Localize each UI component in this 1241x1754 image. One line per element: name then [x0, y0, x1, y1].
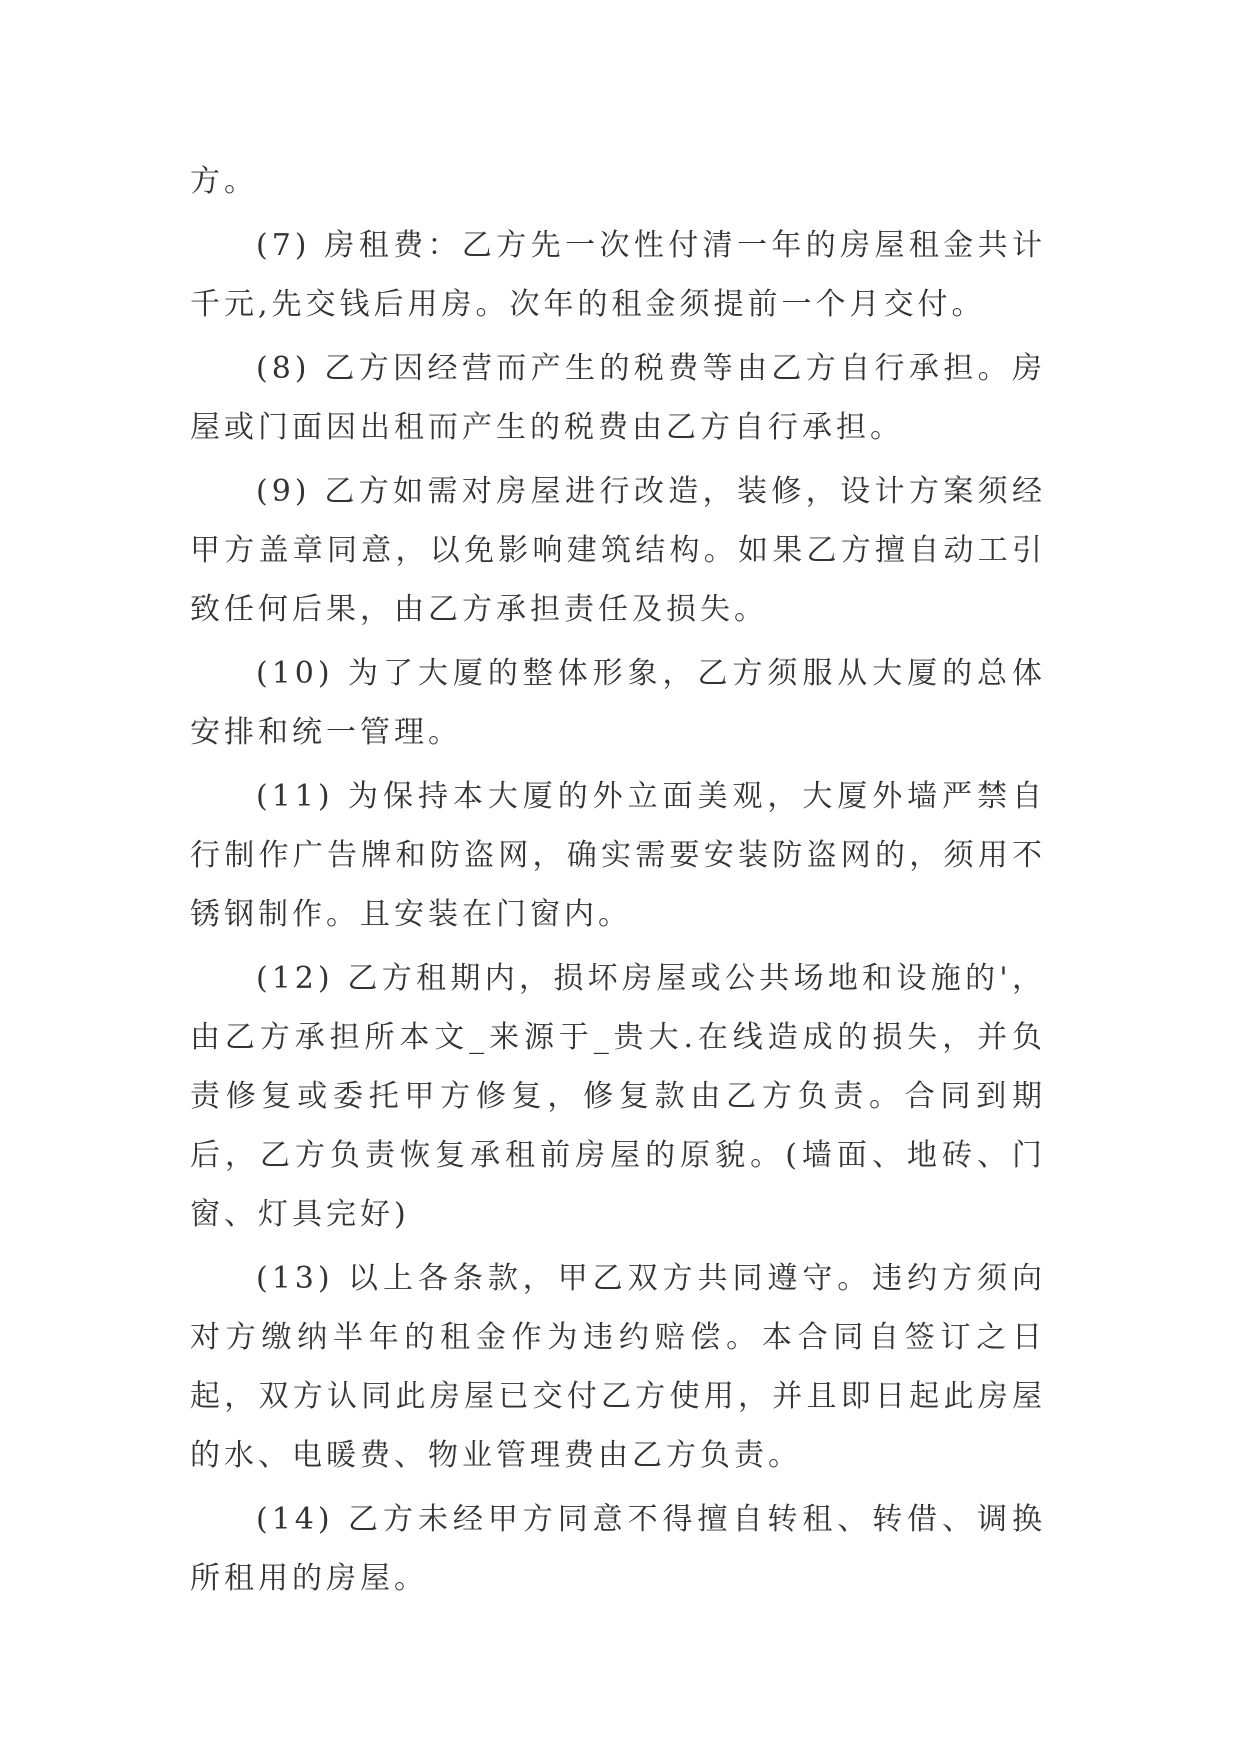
- paragraph-clause-7: (7) 房租费：乙方先一次性付清一年的房屋租金共计千元,先交钱后用房。次年的租金须提前一个月交付。: [190, 228, 1046, 322]
- paragraph-clause-8: (8) 乙方因经营而产生的税费等由乙方自行承担。房屋或门面因出租而产生的税费由乙方自行承担。: [190, 351, 1046, 445]
- paragraph-clause-11: (11) 为保持本大厦的外立面美观，大厦外墙严禁自行制作广告牌和防盗网，确实需要安装防盗网的，须用不锈钢制作。且安装在门窗内。: [190, 779, 1046, 932]
- paragraph-clause-14: (14) 乙方未经甲方同意不得擅自转租、转借、调换所租用的房屋。: [190, 1502, 1046, 1596]
- document-body: [190, 152, 1046, 1613]
- paragraph-clause-9: (9) 乙方如需对房屋进行改造，装修，设计方案须经甲方盖章同意，以免影响建筑结构。如果乙方擅自动工引致任何后果，由乙方承担责任及损失。: [190, 474, 1046, 627]
- paragraph-clause-12: (12) 乙方租期内，损坏房屋或公共场地和设施的'，由乙方承担所本文_来源于_贵大.在线造成的损失，并负责修复或委托甲方修复，修复款由乙方负责。合同到期后，乙方负责恢复承租前房屋的原貌。(墙面、地砖、门窗、灯具完好): [190, 961, 1046, 1232]
- paragraph-clause-13: (13) 以上各条款，甲乙双方共同遵守。违约方须向对方缴纳半年的租金作为违约赔偿。本合同自签订之日起，双方认同此房屋已交付乙方使用，并且即日起此房屋的水、电暖费、物业管理费由乙方负责。: [190, 1261, 1046, 1473]
- paragraph-continuation: 方。: [190, 164, 258, 199]
- paragraph-clause-10: (10) 为了大厦的整体形象，乙方须服从大厦的总体安排和统一管理。: [190, 656, 1046, 750]
